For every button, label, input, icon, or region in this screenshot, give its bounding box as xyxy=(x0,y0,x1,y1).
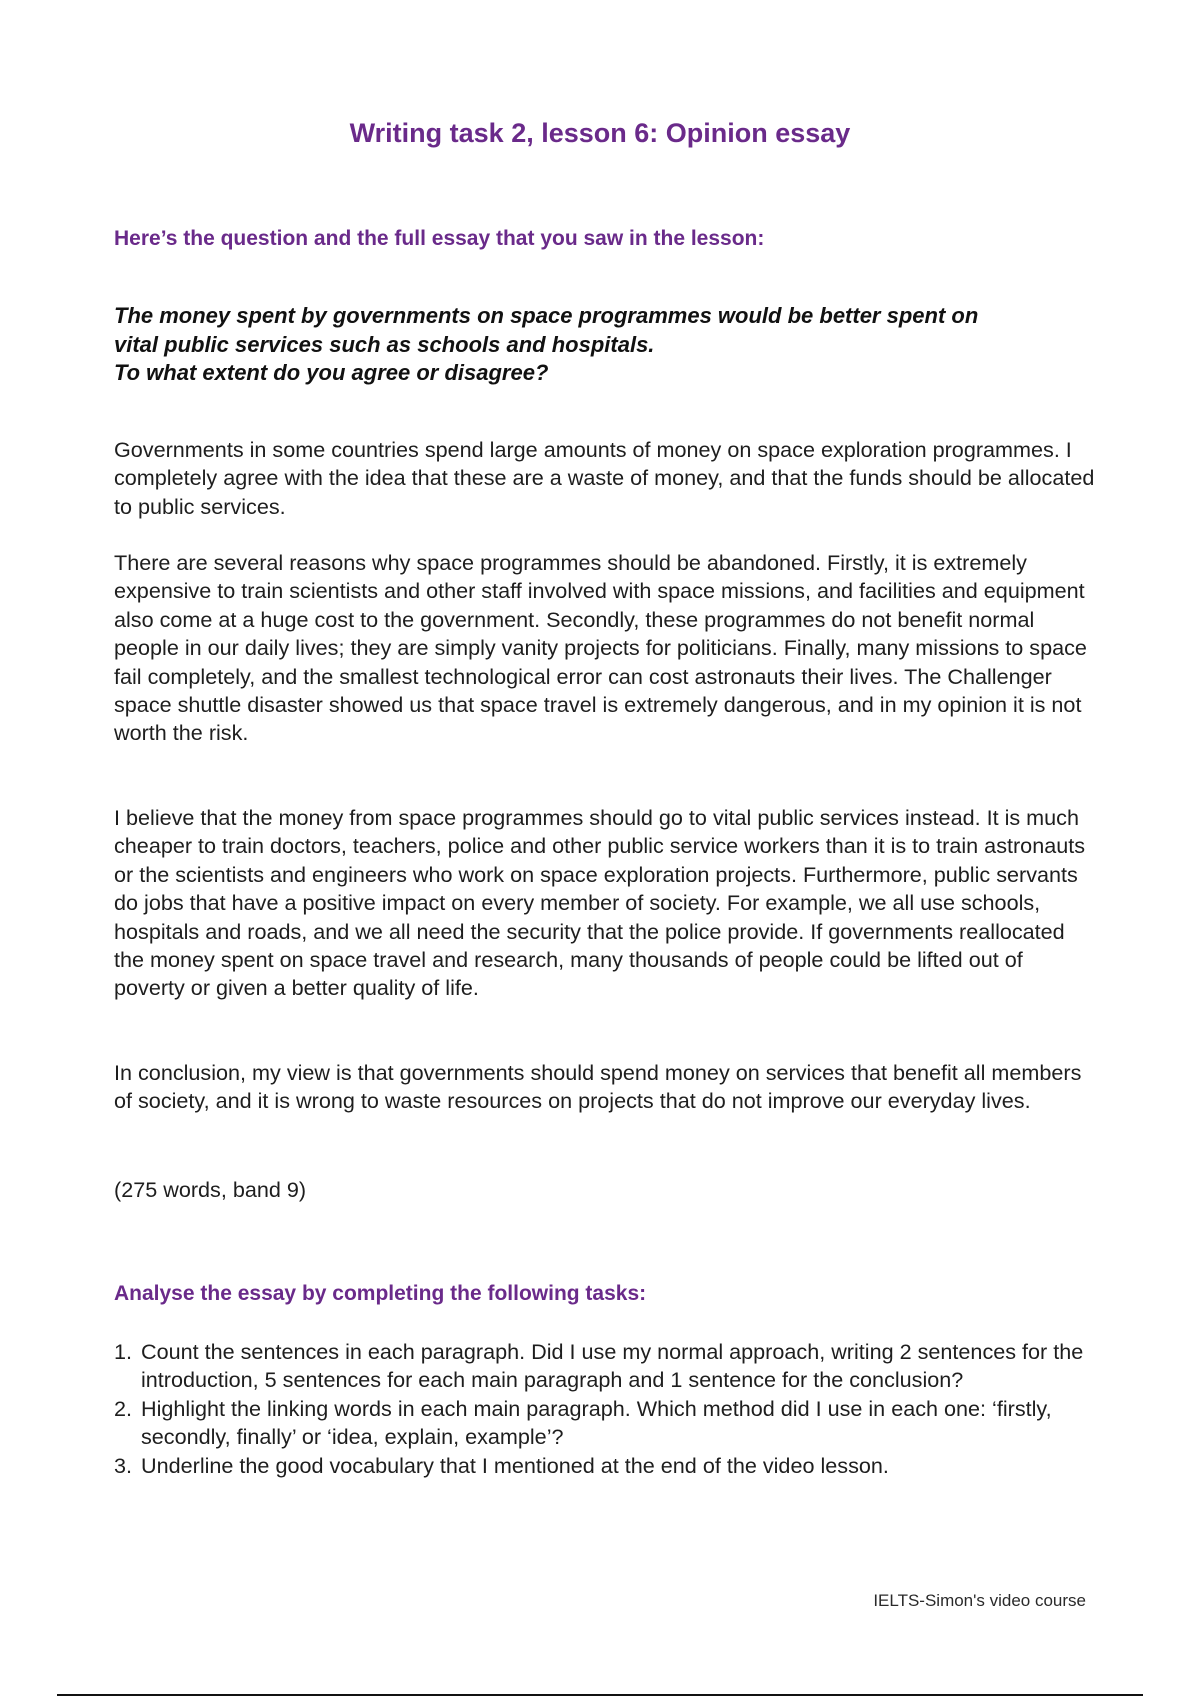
essay-paragraph-body-1: There are several reasons why space programmes should be abandoned. Firstly, it is extremely expensive to train scientists and other staff involved with space missions, and facilities and equipment also come at a huge cost to the government. Secondly, these programmes do not benefit normal people in our daily lives; they are simply vanity projects for politicians. Finally, many missions to space fail completely, and the smallest technological error can cost astronauts their lives. The Challenger space shuttle disaster showed us that space travel is extremely dangerous, and in my opinion it is not worth the risk. xyxy=(114,550,1087,746)
question-line: vital public services such as schools and hospitals. xyxy=(114,331,655,357)
question-line: To what extent do you agree or disagree? xyxy=(114,360,549,385)
word-count: (275 words, band 9) xyxy=(114,1177,307,1202)
list-item xyxy=(114,1395,1099,1452)
essay-paragraph-body-2: I believe that the money from space programmes should go to vital public services instead. It is much cheaper to train doctors, teachers, police and other public service workers than it is to train astronauts or the scientists and engineers who work on space exploration projects. Furthermore, public servants do jobs that have a positive impact on every member of society. For example, we all use schools, hospitals and roads, and we all need the security that the police provide. If governments reallocated the money spent on space travel and research, many thousands of people could be lifted out of poverty or given a better quality of life. xyxy=(114,805,1086,1001)
question-line: The money spent by governments on space programmes would be better spent on xyxy=(114,303,979,328)
tasks-heading: Analyse the essay by completing the following tasks: xyxy=(114,1282,647,1305)
list-item xyxy=(114,1338,1099,1395)
list-item-number: 2. xyxy=(114,1395,133,1421)
bottom-divider xyxy=(57,1694,1143,1696)
list-item-text: Highlight the linking words in each main paragraph. Which method did I use in each one: ‘firstly, secondly, finally’ or ‘idea, explain, example’? xyxy=(141,1395,1052,1450)
list-item xyxy=(114,1452,1099,1480)
page-title: Writing task 2, lesson 6: Opinion essay xyxy=(349,118,851,148)
footer-credit: IELTS-Simon's video course xyxy=(873,1591,1086,1610)
list-item-text: Count the sentences in each paragraph. Did I use my normal approach, writing 2 sentences for the introduction, 5 sentences for each main paragraph and 1 sentence for the conclusion? xyxy=(141,1339,1084,1393)
list-item-number: 1. xyxy=(114,1339,133,1364)
intro-heading: Here’s the question and the full essay that you saw in the lesson: xyxy=(114,227,765,250)
list-item-number: 3. xyxy=(114,1452,133,1478)
task-list xyxy=(114,1338,1099,1480)
list-item-text: Underline the good vocabulary that I mentioned at the end of the video lesson. xyxy=(141,1452,889,1478)
essay-question xyxy=(114,302,1094,388)
essay-paragraph-introduction: Governments in some countries spend large amounts of money on space exploration programmes. I completely agree with the idea that these are a waste of money, and that the funds should be allocated to public services. xyxy=(114,437,1095,519)
essay-paragraph-conclusion: In conclusion, my view is that governments should spend money on services that benefit all members of society, and it is wrong to waste resources on projects that do not improve our everyday lives. xyxy=(114,1060,1082,1114)
